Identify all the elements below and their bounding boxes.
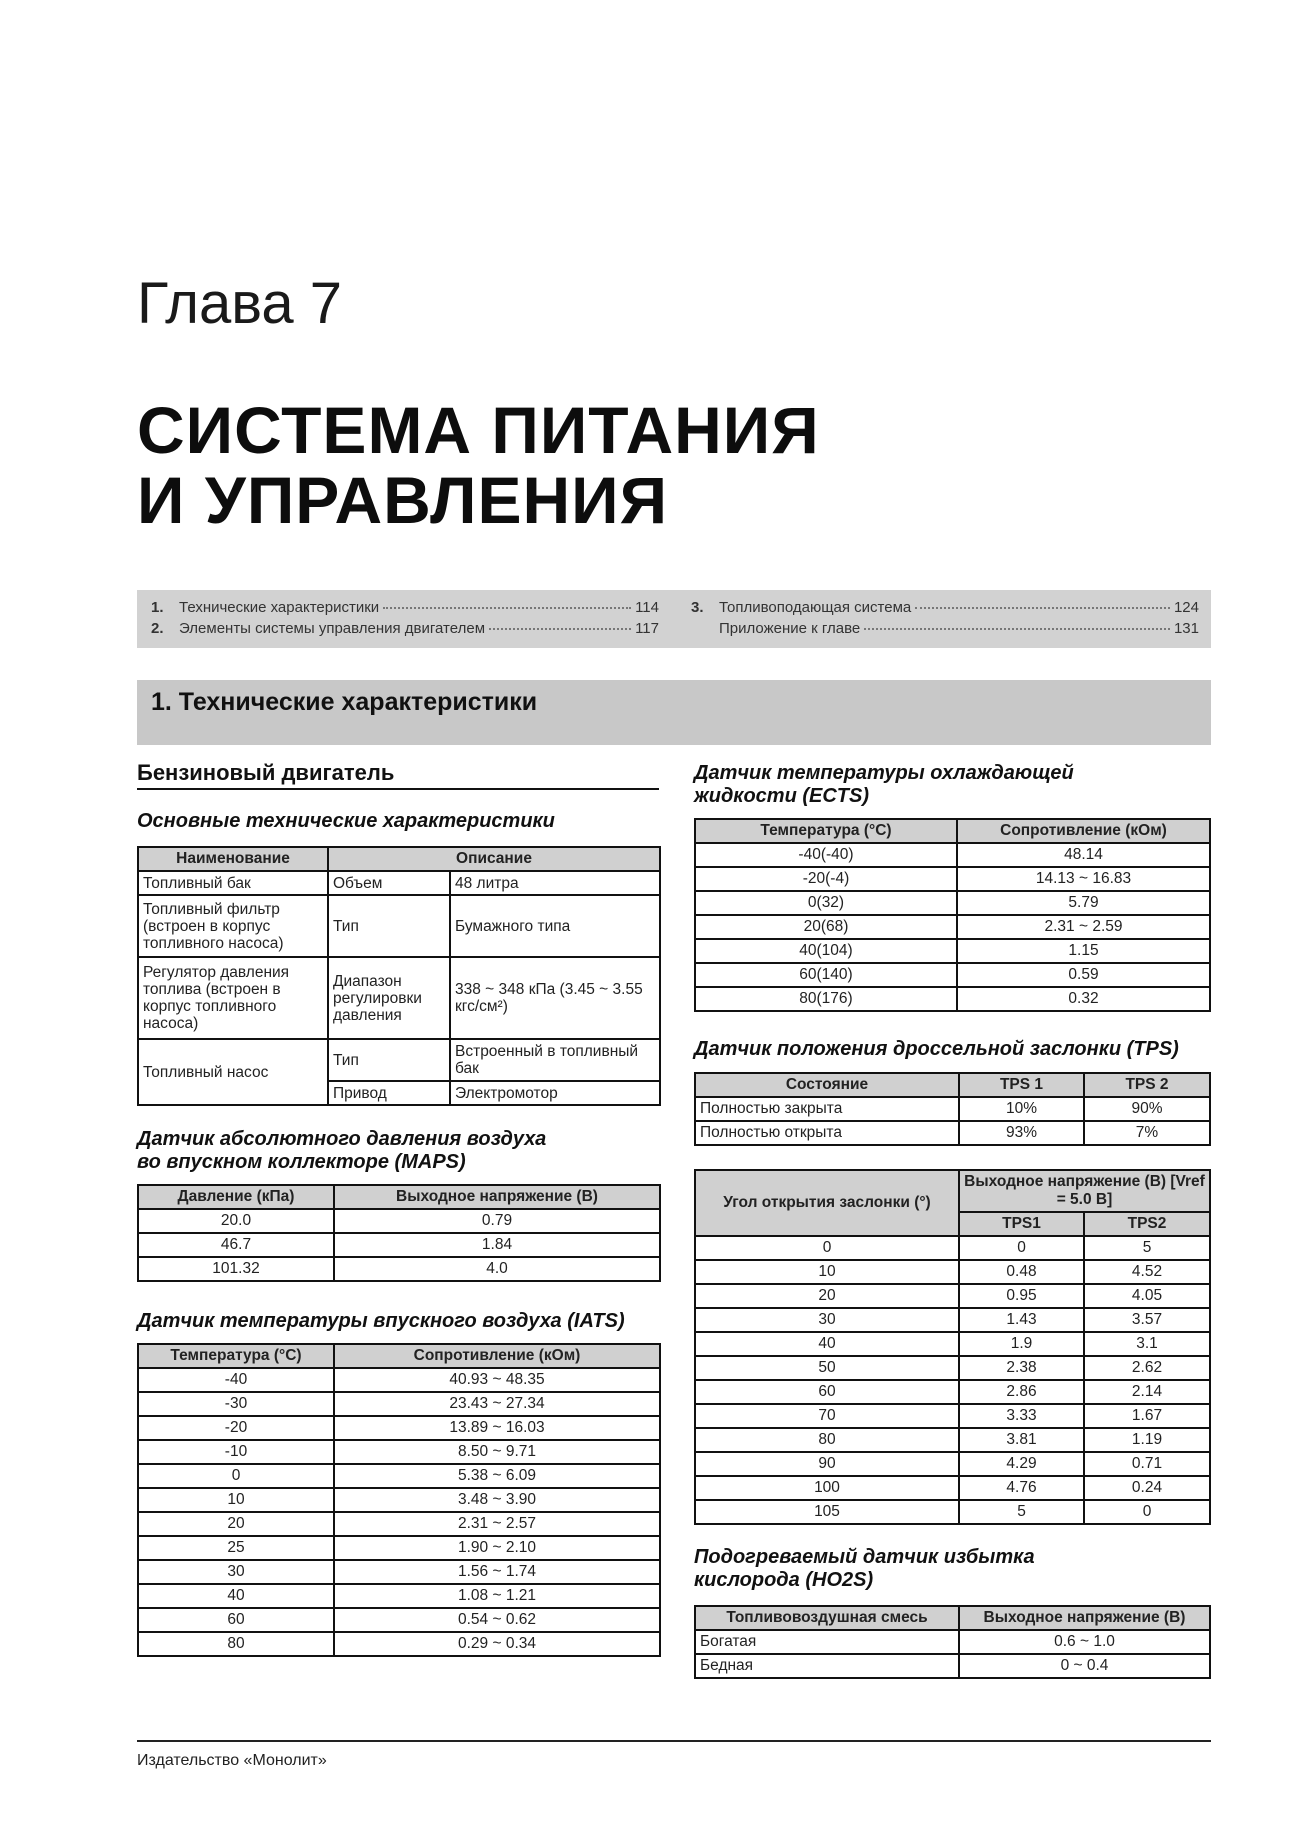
section-title: 1. Технические характеристики (151, 688, 538, 716)
table-cell: 60 (138, 1608, 334, 1632)
table-row (695, 1260, 1210, 1284)
table-header: Сопротивление (кОм) (957, 819, 1210, 843)
table-cell: -40 (138, 1368, 334, 1392)
table-cell: 48.14 (957, 843, 1210, 867)
table-cell: 46.7 (138, 1233, 334, 1257)
table-row (695, 1500, 1210, 1524)
table-row (695, 963, 1210, 987)
table-cell: 90 (695, 1452, 959, 1476)
table-cell: 25 (138, 1536, 334, 1560)
table-header: Температура (°C) (138, 1344, 334, 1368)
table-cell: -20 (138, 1416, 334, 1440)
table-row (695, 1654, 1210, 1678)
table-cell: -10 (138, 1440, 334, 1464)
spec-name: Топливный фильтр (встроен в корпус топливного насоса) (138, 895, 328, 957)
table-row (138, 1536, 660, 1560)
table-row (695, 1356, 1210, 1380)
table-header: Выходное напряжение (В) (334, 1185, 660, 1209)
table-row (695, 987, 1210, 1011)
table-cell: 40 (695, 1332, 959, 1356)
table-row (138, 1233, 660, 1257)
table-header: Топливовоздушная смесь (695, 1606, 959, 1630)
table-cell: 80 (695, 1428, 959, 1452)
table-cell: 50 (695, 1356, 959, 1380)
ho2s-table (694, 1605, 1211, 1679)
table-cell: 1.08 ~ 1.21 (334, 1584, 660, 1608)
chapter-title (137, 395, 820, 535)
footer-publisher: Издательство «Монолит» (137, 1752, 327, 1769)
toc-leader (489, 628, 631, 630)
table-cell: 0.79 (334, 1209, 660, 1233)
table-cell: 2.86 (959, 1380, 1084, 1404)
table-row (695, 1121, 1210, 1145)
toc-page: 124 (1173, 599, 1199, 616)
table-cell: 10% (959, 1097, 1084, 1121)
spec-heading: Основные технические характеристики (137, 810, 555, 832)
toc-leader (864, 628, 1170, 630)
table-cell: 30 (138, 1560, 334, 1584)
table-cell: 2.31 ~ 2.59 (957, 915, 1210, 939)
table-cell: -30 (138, 1392, 334, 1416)
spec-value: Встроенный в топливный бак (450, 1039, 660, 1081)
toc-page: 117 (635, 620, 659, 637)
table-header: Угол открытия заслонки (°) (695, 1170, 959, 1236)
toc-title: Технические характеристики (179, 599, 380, 616)
table-row (138, 1368, 660, 1392)
maps-table (137, 1184, 661, 1282)
table-cell: 2.14 (1084, 1380, 1210, 1404)
table-row (138, 1584, 660, 1608)
ects-heading-line: Датчик температуры охлаждающей (694, 762, 1074, 784)
table-cell: -20(-4) (695, 867, 957, 891)
table-row (695, 867, 1210, 891)
table-cell: 4.29 (959, 1452, 1084, 1476)
toc-number: 3. (691, 599, 704, 616)
ho2s-heading-line: кислорода (HO2S) (694, 1569, 874, 1591)
spec-param: Тип (328, 895, 450, 957)
table-cell: 14.13 ~ 16.83 (957, 867, 1210, 891)
table-cell: -40(-40) (695, 843, 957, 867)
table-row (138, 1488, 660, 1512)
toc-item[interactable] (691, 599, 1199, 616)
tps-heading: Датчик положения дроссельной заслонки (TPS) (694, 1038, 1179, 1060)
table-header: TPS2 (1084, 1212, 1210, 1236)
toc-page: 131 (1173, 620, 1199, 637)
toc-number: 1. (151, 599, 164, 616)
spec-name: Топливный насос (138, 1039, 328, 1105)
table-row (695, 939, 1210, 963)
table-cell: 0 (959, 1236, 1084, 1260)
ho2s-heading (694, 1546, 1035, 1592)
table-cell: 4.52 (1084, 1260, 1210, 1284)
table-cell: 0.54 ~ 0.62 (334, 1608, 660, 1632)
table-row (695, 1630, 1210, 1654)
spec-param: Привод (328, 1081, 450, 1105)
engine-heading: Бензиновый двигатель (137, 760, 395, 785)
ho2s-heading-line: Подогреваемый датчик избытка (694, 1546, 1035, 1568)
spec-value: 338 ~ 348 кПа (3.45 ~ 3.55 кгс/см²) (450, 957, 660, 1039)
spec-param: Объем (328, 871, 450, 895)
spec-name: Регулятор давления топлива (встроен в корпус топливного насоса) (138, 957, 328, 1039)
spec-param: Тип (328, 1039, 450, 1081)
table-cell: 0(32) (695, 891, 957, 915)
table-row (695, 1452, 1210, 1476)
table-cell: 2.38 (959, 1356, 1084, 1380)
table-header: Давление (кПа) (138, 1185, 334, 1209)
table-cell: 0 (695, 1236, 959, 1260)
table-row (138, 895, 660, 957)
table-cell: 105 (695, 1500, 959, 1524)
chapter-title-line: И УПРАВЛЕНИЯ (137, 463, 669, 537)
table-cell: 3.57 (1084, 1308, 1210, 1332)
table-cell: 3.1 (1084, 1332, 1210, 1356)
table-cell: 0.32 (957, 987, 1210, 1011)
toc-page: 114 (635, 599, 659, 616)
iats-heading: Датчик температуры впускного воздуха (IATS) (137, 1310, 625, 1332)
toc-leader (915, 607, 1170, 609)
table-row (138, 1464, 660, 1488)
ects-table (694, 818, 1211, 1012)
table-cell: 23.43 ~ 27.34 (334, 1392, 660, 1416)
table-cell: 0.59 (957, 963, 1210, 987)
table-cell: 5.79 (957, 891, 1210, 915)
table-cell: 0 (1084, 1500, 1210, 1524)
table-cell: 60 (695, 1380, 959, 1404)
table-header: Состояние (695, 1073, 959, 1097)
heading-rule (137, 788, 659, 790)
table-header: Наименование (138, 847, 328, 871)
table-cell: 80(176) (695, 987, 957, 1011)
toc-title: Элементы системы управления двигателем (179, 620, 486, 637)
table-row (138, 1416, 660, 1440)
toc-title: Приложение к главе (719, 620, 861, 637)
table-cell: 10 (138, 1488, 334, 1512)
table-row (138, 1039, 660, 1081)
table-row (695, 843, 1210, 867)
spec-table (137, 846, 661, 1106)
table-cell: 30 (695, 1308, 959, 1332)
table-cell: 0.71 (1084, 1452, 1210, 1476)
table-cell: 3.81 (959, 1428, 1084, 1452)
footer-rule (137, 1740, 1211, 1742)
table-cell: 2.31 ~ 2.57 (334, 1512, 660, 1536)
table-cell: 2.62 (1084, 1356, 1210, 1380)
table-row (695, 1097, 1210, 1121)
table-cell: Полностью открыта (695, 1121, 959, 1145)
iats-table (137, 1343, 661, 1657)
table-cell: 4.05 (1084, 1284, 1210, 1308)
table-cell: 1.56 ~ 1.74 (334, 1560, 660, 1584)
table-cell: 5 (959, 1500, 1084, 1524)
table-cell: 1.67 (1084, 1404, 1210, 1428)
toc-item[interactable] (151, 599, 659, 616)
chapter-label: Глава 7 (137, 271, 343, 336)
table-cell: 1.43 (959, 1308, 1084, 1332)
table-row (138, 1440, 660, 1464)
table-cell: 8.50 ~ 9.71 (334, 1440, 660, 1464)
table-cell: 0.48 (959, 1260, 1084, 1284)
table-cell: 10 (695, 1260, 959, 1284)
tps-table (694, 1072, 1211, 1146)
table-row (138, 1512, 660, 1536)
table-row (138, 957, 660, 1039)
table-cell: 1.84 (334, 1233, 660, 1257)
table-cell: 20(68) (695, 915, 957, 939)
table-row (138, 1209, 660, 1233)
table-cell: 5.38 ~ 6.09 (334, 1464, 660, 1488)
table-row (695, 1236, 1210, 1260)
toc-item[interactable] (691, 620, 1199, 637)
table-cell: 1.90 ~ 2.10 (334, 1536, 660, 1560)
toc-item[interactable] (151, 620, 659, 637)
table-row (695, 1404, 1210, 1428)
spec-value: Электромотор (450, 1081, 660, 1105)
table-header: Выходное напряжение (В) [Vref = 5.0 В] (959, 1170, 1210, 1212)
table-cell: 7% (1084, 1121, 1210, 1145)
maps-heading-line: Датчик абсолютного давления воздуха (137, 1128, 547, 1150)
table-row (695, 1308, 1210, 1332)
table-header: Выходное напряжение (В) (959, 1606, 1210, 1630)
table-cell: 40 (138, 1584, 334, 1608)
toc-title: Топливоподающая система (719, 599, 912, 616)
table-row (138, 1257, 660, 1281)
table-cell: 20.0 (138, 1209, 334, 1233)
table-row (138, 1560, 660, 1584)
table-header: Сопротивление (кОм) (334, 1344, 660, 1368)
table-cell: 101.32 (138, 1257, 334, 1281)
table-cell: 93% (959, 1121, 1084, 1145)
table-header: Описание (328, 847, 660, 871)
table-row (695, 1380, 1210, 1404)
table-cell: 1.19 (1084, 1428, 1210, 1452)
table-row (138, 1632, 660, 1656)
table-header: TPS1 (959, 1212, 1084, 1236)
table-header: Температура (°C) (695, 819, 957, 843)
table-row (695, 1428, 1210, 1452)
spec-value: Бумажного типа (450, 895, 660, 957)
table-cell: 1.15 (957, 939, 1210, 963)
table-cell: 60(140) (695, 963, 957, 987)
table-cell: 0.95 (959, 1284, 1084, 1308)
table-cell: 20 (695, 1284, 959, 1308)
toc-number: 2. (151, 620, 164, 637)
table-row (695, 915, 1210, 939)
table-cell: Бедная (695, 1654, 959, 1678)
table-row (138, 1392, 660, 1416)
table-cell: 40(104) (695, 939, 957, 963)
table-cell: 0.24 (1084, 1476, 1210, 1500)
maps-heading-line: во впускном коллекторе (MAPS) (137, 1151, 466, 1173)
spec-name: Топливный бак (138, 871, 328, 895)
table-cell: 0.29 ~ 0.34 (334, 1632, 660, 1656)
table-cell: 4.76 (959, 1476, 1084, 1500)
chapter-title-line: СИСТЕМА ПИТАНИЯ (137, 393, 820, 467)
table-header: TPS 1 (959, 1073, 1084, 1097)
table-row (138, 1608, 660, 1632)
table-row (695, 1476, 1210, 1500)
spec-value: 48 литра (450, 871, 660, 895)
toc-box (137, 590, 1211, 648)
table-cell: 5 (1084, 1236, 1210, 1260)
table-cell: 70 (695, 1404, 959, 1428)
table-cell: 90% (1084, 1097, 1210, 1121)
table-cell: 20 (138, 1512, 334, 1536)
table-cell: 1.9 (959, 1332, 1084, 1356)
table-cell: 0 ~ 0.4 (959, 1654, 1210, 1678)
table-header: TPS 2 (1084, 1073, 1210, 1097)
table-cell: 3.48 ~ 3.90 (334, 1488, 660, 1512)
table-row (695, 891, 1210, 915)
ects-heading (694, 762, 1074, 808)
maps-heading (137, 1128, 546, 1174)
table-row (695, 1332, 1210, 1356)
table-cell: 100 (695, 1476, 959, 1500)
toc-leader (383, 607, 631, 609)
table-cell: 13.89 ~ 16.03 (334, 1416, 660, 1440)
table-row (138, 871, 660, 895)
table-cell: Богатая (695, 1630, 959, 1654)
table-row (695, 1284, 1210, 1308)
spec-param: Диапазон регулировки давления (328, 957, 450, 1039)
table-cell: 4.0 (334, 1257, 660, 1281)
table-cell: 40.93 ~ 48.35 (334, 1368, 660, 1392)
table-cell: 80 (138, 1632, 334, 1656)
table-cell: Полностью закрыта (695, 1097, 959, 1121)
ects-heading-line: жидкости (ECTS) (694, 785, 869, 807)
table-cell: 0.6 ~ 1.0 (959, 1630, 1210, 1654)
table-cell: 3.33 (959, 1404, 1084, 1428)
tps-angle-table (694, 1169, 1211, 1525)
table-cell: 0 (138, 1464, 334, 1488)
